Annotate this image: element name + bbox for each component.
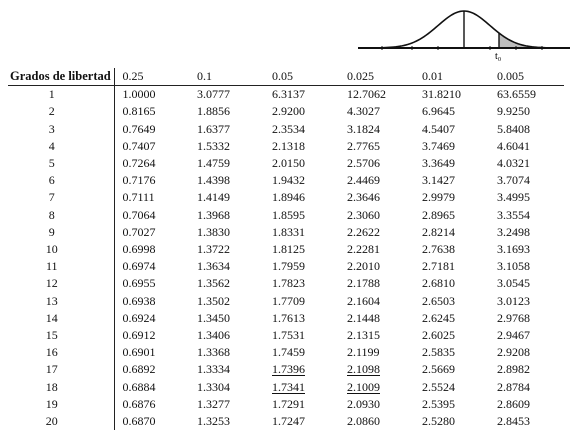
value-cell bbox=[414, 207, 489, 224]
value-cell bbox=[189, 207, 264, 224]
critical-value: 2.6025 bbox=[422, 328, 455, 343]
critical-value: 3.0777 bbox=[197, 87, 230, 102]
value-cell bbox=[189, 413, 264, 430]
table-row bbox=[8, 413, 564, 430]
value-cell bbox=[339, 189, 414, 206]
critical-value: 0.7264 bbox=[122, 156, 156, 171]
value-cell bbox=[114, 155, 189, 172]
value-cell bbox=[264, 275, 339, 292]
critical-value: 2.0150 bbox=[272, 156, 305, 171]
value-cell bbox=[264, 241, 339, 258]
value-cell bbox=[489, 224, 564, 241]
critical-value: 1.3368 bbox=[197, 345, 230, 360]
critical-value: 2.8982 bbox=[497, 362, 530, 377]
critical-value: 3.3649 bbox=[422, 156, 455, 171]
table-row bbox=[8, 379, 564, 396]
critical-value: 0.7407 bbox=[122, 138, 156, 153]
value-cell bbox=[489, 189, 564, 206]
value-cell bbox=[489, 138, 564, 155]
value-cell bbox=[189, 138, 264, 155]
table-row bbox=[8, 86, 564, 104]
value-cell bbox=[414, 413, 489, 430]
df-cell: 3 bbox=[48, 121, 55, 136]
critical-value: 2.1448 bbox=[347, 310, 380, 325]
value-cell bbox=[414, 189, 489, 206]
value-cell bbox=[414, 172, 489, 189]
value-cell bbox=[489, 86, 564, 104]
header-row bbox=[8, 68, 564, 86]
value-cell bbox=[114, 103, 189, 120]
value-cell bbox=[189, 327, 264, 344]
critical-value: 2.3646 bbox=[347, 190, 380, 205]
critical-value: 2.1009 bbox=[347, 379, 380, 394]
t0-label: t₀ bbox=[495, 51, 502, 62]
value-cell bbox=[114, 275, 189, 292]
value-cell bbox=[414, 86, 489, 104]
value-cell bbox=[114, 327, 189, 344]
critical-value: 2.7765 bbox=[347, 138, 380, 153]
critical-value: 2.2622 bbox=[347, 224, 380, 239]
critical-value: 2.0860 bbox=[347, 414, 380, 429]
t-distribution-table bbox=[8, 68, 564, 430]
value-cell bbox=[114, 344, 189, 361]
df-cell: 18 bbox=[45, 379, 58, 394]
critical-value: 2.9979 bbox=[422, 190, 455, 205]
critical-value: 2.9467 bbox=[497, 328, 530, 343]
value-cell bbox=[114, 396, 189, 413]
critical-value: 3.1058 bbox=[497, 259, 530, 274]
table-row bbox=[8, 344, 564, 361]
df-cell: 10 bbox=[45, 242, 58, 257]
df-cell: 9 bbox=[48, 224, 55, 239]
value-cell bbox=[339, 207, 414, 224]
critical-value: 1.3334 bbox=[197, 362, 230, 377]
value-cell bbox=[114, 293, 189, 310]
df-cell: 5 bbox=[48, 156, 55, 171]
value-cell bbox=[189, 86, 264, 104]
table-row bbox=[8, 258, 564, 275]
value-cell bbox=[414, 258, 489, 275]
value-cell bbox=[189, 155, 264, 172]
critical-value: 6.3137 bbox=[272, 87, 305, 102]
critical-value: 2.6245 bbox=[422, 310, 455, 325]
critical-value: 1.3830 bbox=[197, 224, 230, 239]
value-cell bbox=[339, 293, 414, 310]
df-cell: 8 bbox=[48, 207, 55, 222]
critical-value: 1.8331 bbox=[272, 224, 305, 239]
critical-value: 2.9200 bbox=[272, 104, 305, 119]
critical-value: 0.6912 bbox=[122, 328, 156, 343]
df-cell: 14 bbox=[45, 310, 58, 325]
value-cell bbox=[189, 121, 264, 138]
value-cell bbox=[264, 379, 339, 396]
value-cell bbox=[339, 172, 414, 189]
critical-value: 1.7341 bbox=[272, 379, 305, 394]
value-cell bbox=[489, 293, 564, 310]
critical-value: 3.2498 bbox=[497, 224, 530, 239]
df-cell: 19 bbox=[45, 396, 58, 411]
critical-value: 2.6503 bbox=[422, 293, 455, 308]
critical-value: 0.7064 bbox=[122, 207, 156, 222]
value-cell bbox=[489, 344, 564, 361]
value-cell bbox=[189, 258, 264, 275]
critical-value: 2.9208 bbox=[497, 345, 530, 360]
value-cell bbox=[339, 396, 414, 413]
df-cell: 1 bbox=[48, 87, 55, 102]
value-cell bbox=[414, 155, 489, 172]
critical-value: 1.3634 bbox=[197, 259, 230, 274]
value-cell bbox=[264, 103, 339, 120]
value-cell bbox=[489, 396, 564, 413]
value-cell bbox=[264, 155, 339, 172]
df-cell: 2 bbox=[48, 104, 55, 119]
value-cell bbox=[339, 103, 414, 120]
critical-value: 0.6938 bbox=[122, 293, 156, 308]
value-cell bbox=[264, 344, 339, 361]
table-row bbox=[8, 172, 564, 189]
critical-value: 1.3450 bbox=[197, 310, 230, 325]
table-row bbox=[8, 189, 564, 206]
critical-value: 0.7649 bbox=[122, 121, 156, 136]
critical-value: 1.0000 bbox=[122, 87, 156, 102]
value-cell bbox=[264, 327, 339, 344]
critical-value: 0.6892 bbox=[122, 362, 156, 377]
value-cell bbox=[414, 293, 489, 310]
critical-value: 0.8165 bbox=[122, 104, 156, 119]
value-cell bbox=[114, 310, 189, 327]
value-cell bbox=[339, 413, 414, 430]
critical-value: 0.6901 bbox=[122, 345, 156, 360]
critical-value: 1.5332 bbox=[197, 138, 230, 153]
value-cell bbox=[414, 361, 489, 378]
table-row bbox=[8, 275, 564, 292]
critical-value: 1.3562 bbox=[197, 276, 230, 291]
value-cell bbox=[264, 258, 339, 275]
critical-value: 2.8214 bbox=[422, 224, 455, 239]
value-cell bbox=[414, 275, 489, 292]
value-cell bbox=[414, 241, 489, 258]
critical-value: 3.1427 bbox=[422, 173, 455, 188]
value-cell bbox=[114, 241, 189, 258]
table-row bbox=[8, 207, 564, 224]
value-cell bbox=[114, 189, 189, 206]
alpha-header: 0.1 bbox=[189, 68, 264, 86]
critical-value: 2.3534 bbox=[272, 121, 305, 136]
critical-value: 1.7247 bbox=[272, 414, 305, 429]
critical-value: 63.6559 bbox=[497, 87, 536, 102]
value-cell bbox=[489, 361, 564, 378]
critical-value: 1.7709 bbox=[272, 293, 305, 308]
critical-value: 5.8408 bbox=[497, 121, 530, 136]
value-cell bbox=[264, 413, 339, 430]
value-cell bbox=[414, 138, 489, 155]
critical-value: 2.4469 bbox=[347, 173, 380, 188]
value-cell bbox=[114, 379, 189, 396]
value-cell bbox=[189, 189, 264, 206]
critical-value: 4.6041 bbox=[497, 138, 530, 153]
value-cell bbox=[264, 224, 339, 241]
critical-value: 0.6884 bbox=[122, 379, 156, 394]
value-cell bbox=[414, 310, 489, 327]
table-row bbox=[8, 293, 564, 310]
critical-value: 3.0123 bbox=[497, 293, 530, 308]
critical-value: 31.8210 bbox=[422, 87, 461, 102]
critical-value: 2.2010 bbox=[347, 259, 380, 274]
critical-value: 1.3253 bbox=[197, 414, 230, 429]
value-cell bbox=[189, 172, 264, 189]
critical-value: 0.6998 bbox=[122, 242, 156, 257]
table-body bbox=[8, 86, 564, 431]
value-cell bbox=[264, 293, 339, 310]
critical-value: 1.4398 bbox=[197, 173, 230, 188]
critical-value: 1.8595 bbox=[272, 207, 305, 222]
critical-value: 2.5669 bbox=[422, 362, 455, 377]
critical-value: 3.3554 bbox=[497, 207, 530, 222]
value-cell bbox=[414, 121, 489, 138]
critical-value: 2.6810 bbox=[422, 276, 455, 291]
table-row bbox=[8, 396, 564, 413]
value-cell bbox=[189, 275, 264, 292]
value-cell bbox=[264, 361, 339, 378]
critical-value: 1.8946 bbox=[272, 190, 305, 205]
critical-value: 2.8965 bbox=[422, 207, 455, 222]
critical-value: 0.7027 bbox=[122, 224, 156, 239]
value-cell bbox=[339, 86, 414, 104]
value-cell bbox=[264, 207, 339, 224]
value-cell bbox=[114, 138, 189, 155]
critical-value: 2.3060 bbox=[347, 207, 380, 222]
value-cell bbox=[189, 103, 264, 120]
value-cell bbox=[489, 155, 564, 172]
value-cell bbox=[339, 344, 414, 361]
value-cell bbox=[189, 379, 264, 396]
critical-value: 2.1199 bbox=[347, 345, 380, 360]
critical-value: 1.3968 bbox=[197, 207, 230, 222]
table-row bbox=[8, 361, 564, 378]
t-distribution-figure bbox=[358, 4, 570, 62]
df-cell: 15 bbox=[45, 328, 58, 343]
value-cell bbox=[489, 241, 564, 258]
table-row bbox=[8, 310, 564, 327]
critical-value: 0.6974 bbox=[122, 259, 156, 274]
value-cell bbox=[339, 241, 414, 258]
value-cell bbox=[489, 121, 564, 138]
critical-value: 2.5395 bbox=[422, 396, 455, 411]
critical-value: 1.7459 bbox=[272, 345, 305, 360]
df-cell: 6 bbox=[48, 173, 55, 188]
critical-value: 1.7959 bbox=[272, 259, 305, 274]
bell-curve-graphic bbox=[358, 4, 570, 62]
critical-value: 1.6377 bbox=[197, 121, 230, 136]
value-cell bbox=[489, 275, 564, 292]
critical-value: 2.1098 bbox=[347, 362, 380, 377]
df-cell: 12 bbox=[45, 276, 58, 291]
df-header: Grados de libertad bbox=[8, 68, 114, 86]
value-cell bbox=[339, 327, 414, 344]
critical-value: 2.5835 bbox=[422, 345, 455, 360]
value-cell bbox=[489, 413, 564, 430]
critical-value: 1.3304 bbox=[197, 379, 230, 394]
value-cell bbox=[189, 396, 264, 413]
critical-value: 1.7396 bbox=[272, 362, 305, 377]
value-cell bbox=[339, 310, 414, 327]
critical-value: 4.5407 bbox=[422, 121, 455, 136]
critical-value: 1.8856 bbox=[197, 104, 230, 119]
value-cell bbox=[114, 224, 189, 241]
critical-value: 1.7823 bbox=[272, 276, 305, 291]
value-cell bbox=[414, 224, 489, 241]
critical-value: 2.2281 bbox=[347, 242, 380, 257]
critical-value: 2.8784 bbox=[497, 379, 530, 394]
critical-value: 1.7613 bbox=[272, 310, 305, 325]
value-cell bbox=[264, 396, 339, 413]
value-cell bbox=[189, 344, 264, 361]
critical-value: 1.4759 bbox=[197, 156, 230, 171]
table-row bbox=[8, 138, 564, 155]
value-cell bbox=[489, 103, 564, 120]
value-cell bbox=[114, 361, 189, 378]
value-cell bbox=[339, 155, 414, 172]
value-cell bbox=[489, 327, 564, 344]
value-cell bbox=[264, 86, 339, 104]
value-cell bbox=[414, 344, 489, 361]
critical-value: 1.3722 bbox=[197, 242, 230, 257]
critical-value: 0.7111 bbox=[122, 190, 155, 205]
critical-value: 2.1788 bbox=[347, 276, 380, 291]
value-cell bbox=[339, 138, 414, 155]
value-cell bbox=[189, 361, 264, 378]
table-row bbox=[8, 103, 564, 120]
table-row bbox=[8, 155, 564, 172]
value-cell bbox=[489, 310, 564, 327]
value-cell bbox=[339, 275, 414, 292]
critical-value: 2.5280 bbox=[422, 414, 455, 429]
critical-value: 3.1693 bbox=[497, 242, 530, 257]
alpha-header: 0.025 bbox=[339, 68, 414, 86]
value-cell bbox=[414, 327, 489, 344]
value-cell bbox=[114, 413, 189, 430]
critical-value: 1.8125 bbox=[272, 242, 305, 257]
critical-value: 0.6876 bbox=[122, 396, 156, 411]
critical-value: 2.0930 bbox=[347, 396, 380, 411]
df-cell: 16 bbox=[45, 345, 58, 360]
value-cell bbox=[339, 224, 414, 241]
value-cell bbox=[264, 189, 339, 206]
value-cell bbox=[489, 379, 564, 396]
critical-value: 0.6870 bbox=[122, 414, 156, 429]
critical-value: 12.7062 bbox=[347, 87, 386, 102]
df-cell: 17 bbox=[45, 362, 58, 377]
critical-value: 2.1315 bbox=[347, 328, 380, 343]
value-cell bbox=[489, 172, 564, 189]
value-cell bbox=[414, 396, 489, 413]
critical-value: 3.4995 bbox=[497, 190, 530, 205]
critical-value: 2.7181 bbox=[422, 259, 455, 274]
critical-value: 3.7469 bbox=[422, 138, 455, 153]
df-cell: 13 bbox=[45, 293, 58, 308]
alpha-header: 0.05 bbox=[264, 68, 339, 86]
critical-value: 1.3406 bbox=[197, 328, 230, 343]
value-cell bbox=[489, 207, 564, 224]
value-cell bbox=[189, 310, 264, 327]
critical-values-table bbox=[8, 68, 564, 430]
value-cell bbox=[414, 103, 489, 120]
value-cell bbox=[189, 224, 264, 241]
critical-value: 2.8609 bbox=[497, 396, 530, 411]
df-cell: 7 bbox=[48, 190, 55, 205]
critical-value: 2.9768 bbox=[497, 310, 530, 325]
value-cell bbox=[339, 258, 414, 275]
critical-value: 4.3027 bbox=[347, 104, 380, 119]
critical-value: 2.8453 bbox=[497, 414, 530, 429]
value-cell bbox=[114, 86, 189, 104]
value-cell bbox=[264, 172, 339, 189]
critical-value: 2.1604 bbox=[347, 293, 380, 308]
critical-value: 3.1824 bbox=[347, 121, 380, 136]
value-cell bbox=[339, 361, 414, 378]
value-cell bbox=[339, 121, 414, 138]
table-row bbox=[8, 121, 564, 138]
critical-value: 9.9250 bbox=[497, 104, 530, 119]
value-cell bbox=[189, 241, 264, 258]
value-cell bbox=[264, 310, 339, 327]
critical-value: 2.7638 bbox=[422, 242, 455, 257]
value-cell bbox=[114, 172, 189, 189]
critical-value: 2.5524 bbox=[422, 379, 455, 394]
value-cell bbox=[189, 293, 264, 310]
alpha-header: 0.005 bbox=[489, 68, 564, 86]
critical-value: 6.9645 bbox=[422, 104, 455, 119]
critical-value: 1.9432 bbox=[272, 173, 305, 188]
value-cell bbox=[114, 121, 189, 138]
critical-value: 4.0321 bbox=[497, 156, 530, 171]
critical-value: 0.7176 bbox=[122, 173, 156, 188]
table-row bbox=[8, 241, 564, 258]
critical-value: 1.3502 bbox=[197, 293, 230, 308]
df-cell: 20 bbox=[45, 414, 58, 429]
alpha-header: 0.25 bbox=[114, 68, 189, 86]
critical-value: 1.4149 bbox=[197, 190, 230, 205]
value-cell bbox=[114, 207, 189, 224]
critical-value: 0.6955 bbox=[122, 276, 156, 291]
critical-value: 1.7531 bbox=[272, 328, 305, 343]
critical-value: 1.3277 bbox=[197, 396, 230, 411]
critical-value: 0.6924 bbox=[122, 310, 156, 325]
value-cell bbox=[264, 121, 339, 138]
value-cell bbox=[339, 379, 414, 396]
value-cell bbox=[264, 138, 339, 155]
value-cell bbox=[414, 379, 489, 396]
critical-value: 2.1318 bbox=[272, 138, 305, 153]
table-row bbox=[8, 327, 564, 344]
critical-value: 3.0545 bbox=[497, 276, 530, 291]
table-row bbox=[8, 224, 564, 241]
df-cell: 4 bbox=[48, 138, 55, 153]
value-cell bbox=[489, 258, 564, 275]
critical-value: 1.7291 bbox=[272, 396, 305, 411]
df-cell: 11 bbox=[45, 259, 58, 274]
value-cell bbox=[114, 258, 189, 275]
critical-value: 3.7074 bbox=[497, 173, 530, 188]
alpha-header: 0.01 bbox=[414, 68, 489, 86]
critical-value: 2.5706 bbox=[347, 156, 380, 171]
